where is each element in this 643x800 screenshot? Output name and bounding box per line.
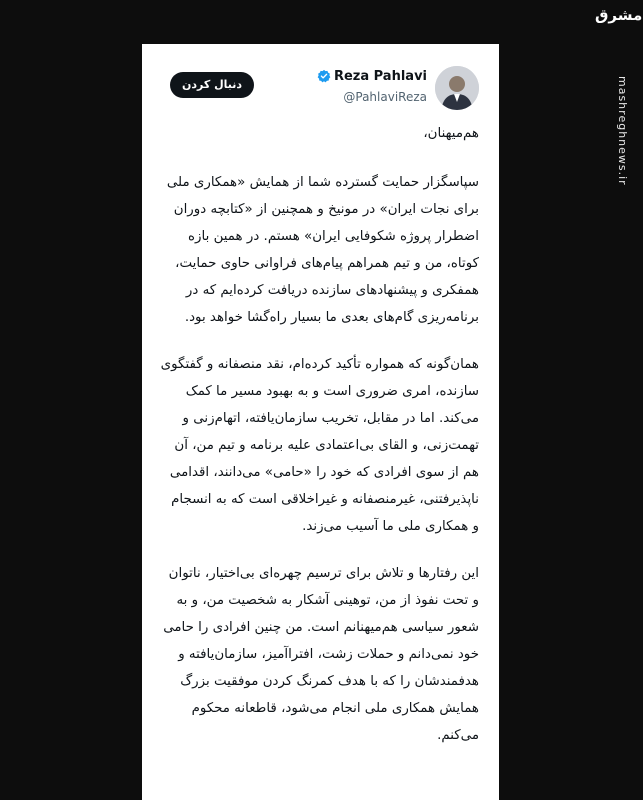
avatar-image xyxy=(435,66,479,110)
verified-badge-icon xyxy=(317,69,331,83)
follow-button[interactable]: دنبال کردن xyxy=(170,72,254,98)
tweet-paragraph: این رفتارها و تلاش برای ترسیم چهره‌ای بی‌اختیار، ناتوان و تحت نفوذ از من، توهینی آشکار به شخصیت من، و به شعور سیاسی هم‌میهنانم است. من چنین افرادی را حامی خود نمی‌دانم و حملات زشت، افتراآمیز، سازمان‌یافته و هدفمندشان را که با هدف کمرنگ کردن موفقیت بزرگ همایش همکاری ملی انجام می‌شود، قاطعانه محکوم می‌کنم. xyxy=(163,566,479,743)
tweet-header xyxy=(142,66,499,112)
author-names xyxy=(317,68,427,104)
author-handle[interactable]: @PahlaviReza xyxy=(343,90,427,104)
watermark-url: mashreghnews.ir xyxy=(616,76,629,186)
avatar[interactable] xyxy=(435,66,479,110)
author-name-row[interactable] xyxy=(317,69,427,84)
tweet-paragraph: همان‌گونه که همواره تأکید کرده‌ام، نقد منصفانه و گفتگوی سازنده، امری ضروری است و به بهبود مسیر ما کمک می‌کند. اما در مقابل، تخریب سازمان‌یافته، اتهام‌زنی و تهمت‌زنی، و القای بی‌اعتمادی علیه برنامه و تیم من، آن هم از سوی افرادی که خود را «حامی» می‌دانند، اقدامی ناپذیرفتنی، غیرمنصفانه و غیراخلاقی است که به انسجام و همکاری ملی ما آسیب می‌زند. xyxy=(160,357,479,534)
tweet-paragraph: سپاسگزار حمایت گسترده شما از همایش «همکاری ملی برای نجات ایران» در مونیخ و همچنین از «کتابچه دوران اضطرار پروژه شکوفایی ایران» هستم. در همین بازه کوتاه، من و تیم همراهم پیام‌های فراوانی حاوی حمایت، همفکری و پیشنهادهای سازنده دریافت کرده‌ایم که در برنامه‌ریزی گام‌های بعدی ما بسیار راه‌گشا خواهد بود. xyxy=(166,175,479,325)
watermark xyxy=(595,6,643,24)
watermark-logo: مشرق xyxy=(595,6,643,24)
tweet-paragraph-greeting: هم‌میهنان، xyxy=(423,126,479,141)
tweet-body xyxy=(156,120,479,769)
tweet-card xyxy=(142,44,499,800)
author-display-name: Reza Pahlavi xyxy=(333,68,427,84)
